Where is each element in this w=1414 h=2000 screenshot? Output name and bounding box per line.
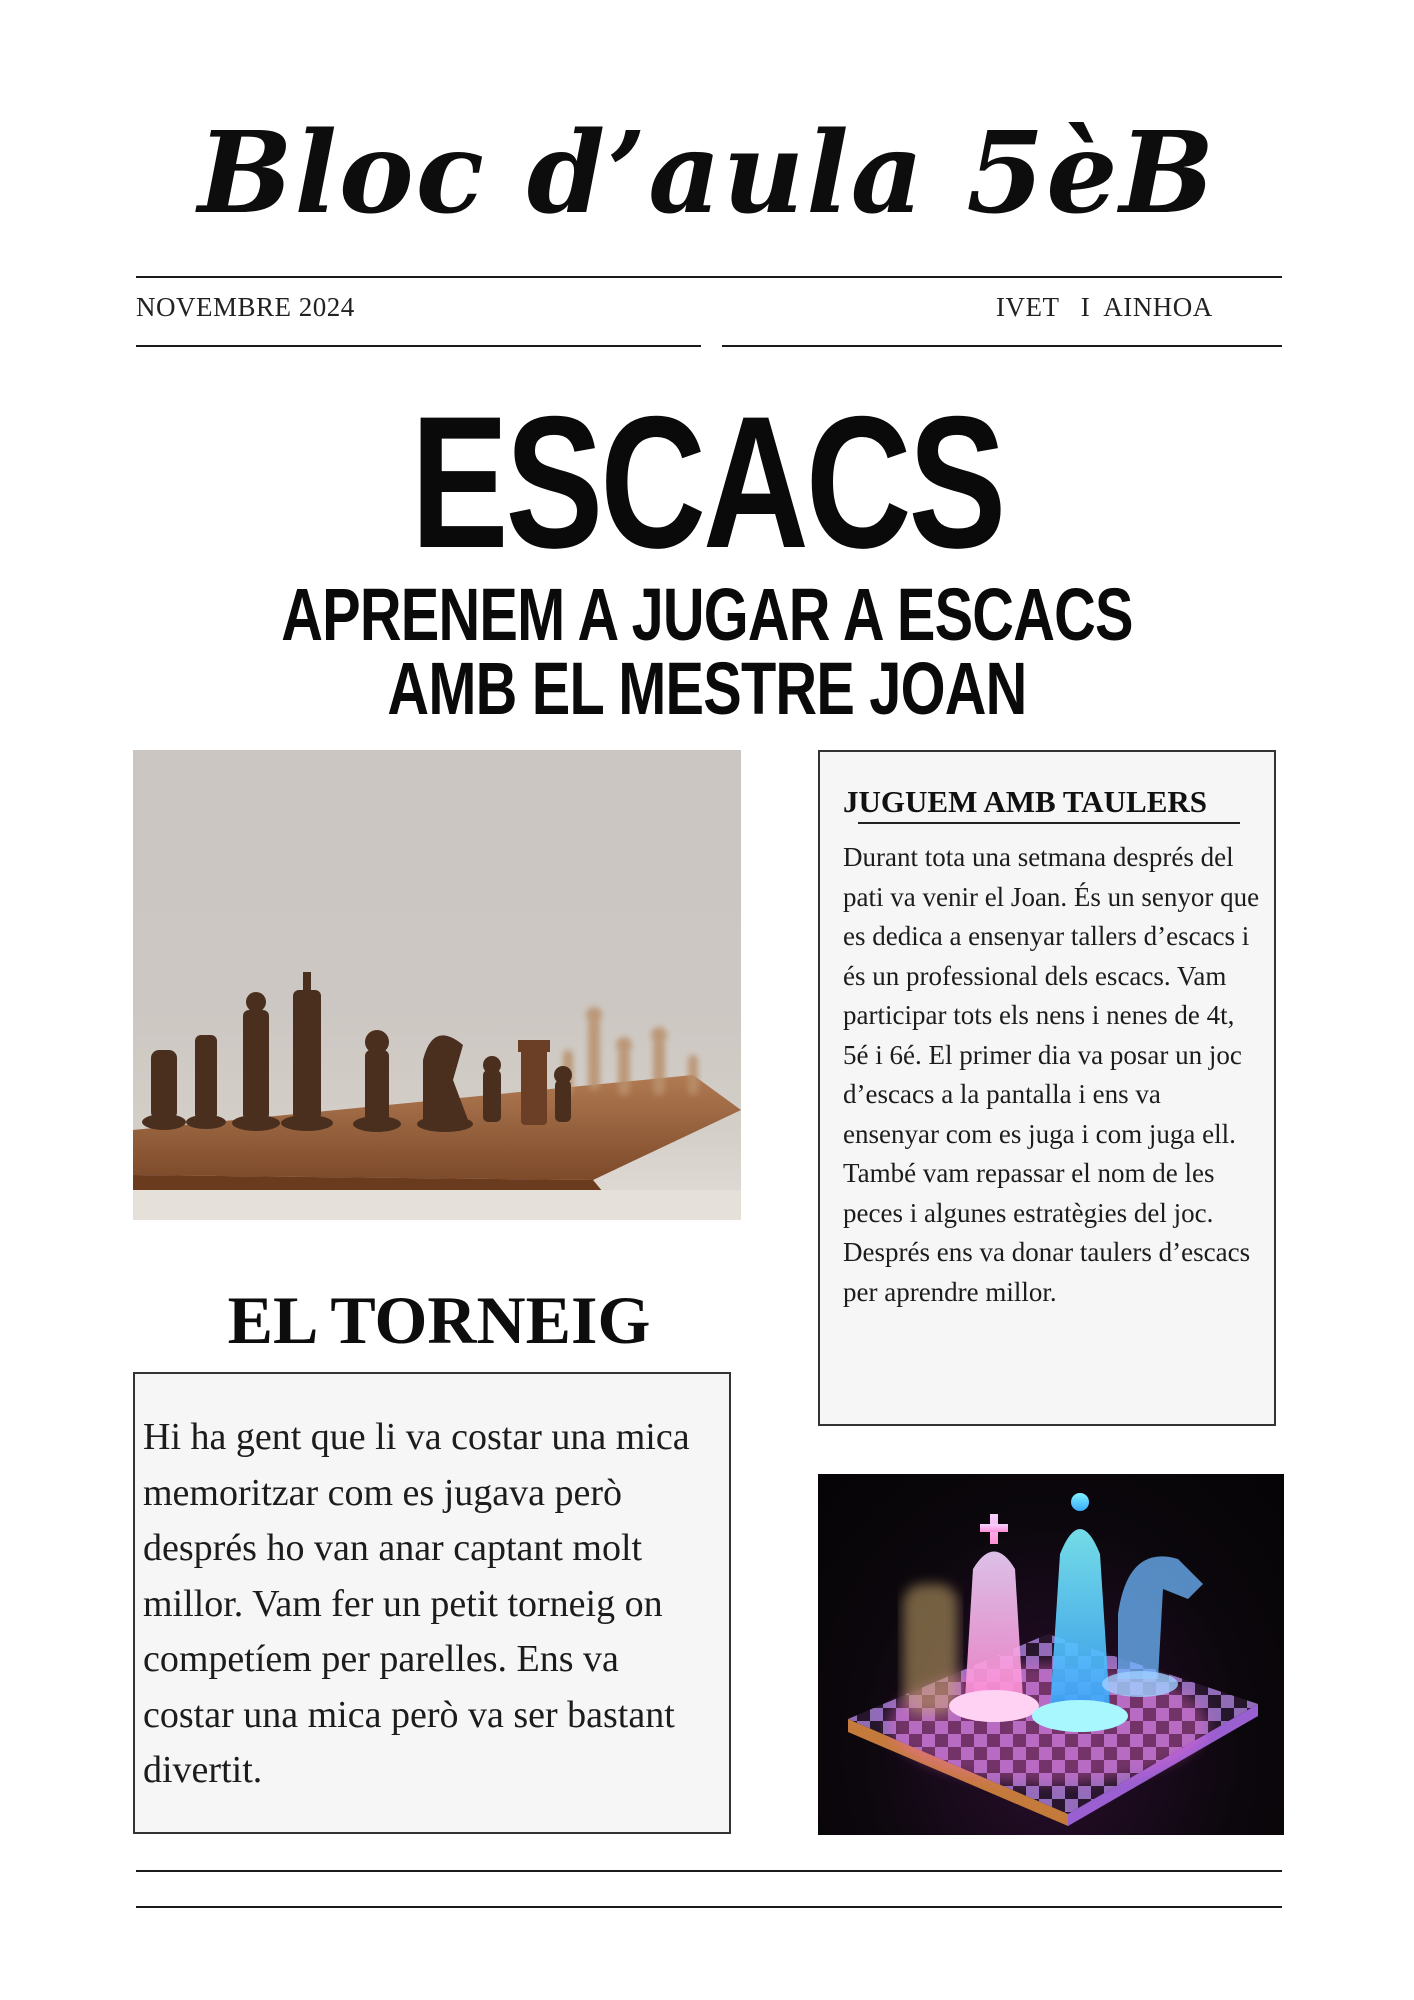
issue-date: NOVEMBRE 2024 bbox=[136, 292, 355, 322]
sidebar-article-title-underline bbox=[858, 822, 1240, 824]
footer-rule-top bbox=[136, 1870, 1282, 1872]
sidebar-article-body: Durant tota una setmana després del pati va venir el Joan. És un senyor que es dedica a ensenyar tallers d’escacs i és un professional dels escacs. Vam participar tots els nens i nenes de 4t, 5é i 6é. El primer dia va posar un joc d’escacs a la pantalla i ens va ensenyar com es juga i com juga ell. També vam repassar el nom de les peces i algunes estratègies del joc. Després ens va donar taulers d’escacs per aprendre millor. bbox=[843, 842, 1260, 1307]
authors: IVET I AINHOA bbox=[996, 292, 1213, 322]
headline-subtitle-line1: APRENEM A JUGAR A ESCACS bbox=[281, 573, 1133, 656]
headline-title: ESCACS bbox=[410, 377, 1004, 587]
footer-rule-bottom bbox=[136, 1906, 1282, 1908]
sidebar-article-title: JUGUEM AMB TAULERS bbox=[843, 784, 1208, 819]
header-bottom-rule-right bbox=[722, 345, 1282, 347]
section-title: EL TORNEIG bbox=[227, 1282, 651, 1358]
chess-photo bbox=[133, 750, 741, 1220]
header-top-rule bbox=[136, 276, 1282, 278]
header-bottom-rule-left bbox=[136, 345, 701, 347]
main-article-body: Hi ha gent que li va costar una mica memoritzar com es jugava però després ho van anar captant molt millor. Vam fer un petit torneig on competíem per parelles. Ens va costar una mica però va ser bastant divertit. bbox=[143, 1416, 690, 1791]
neon-chess-image bbox=[818, 1474, 1284, 1835]
masthead-title: Bloc d’aula 5èB bbox=[197, 108, 1217, 239]
headline-subtitle-line2: AMB EL MESTRE JOAN bbox=[387, 647, 1027, 730]
